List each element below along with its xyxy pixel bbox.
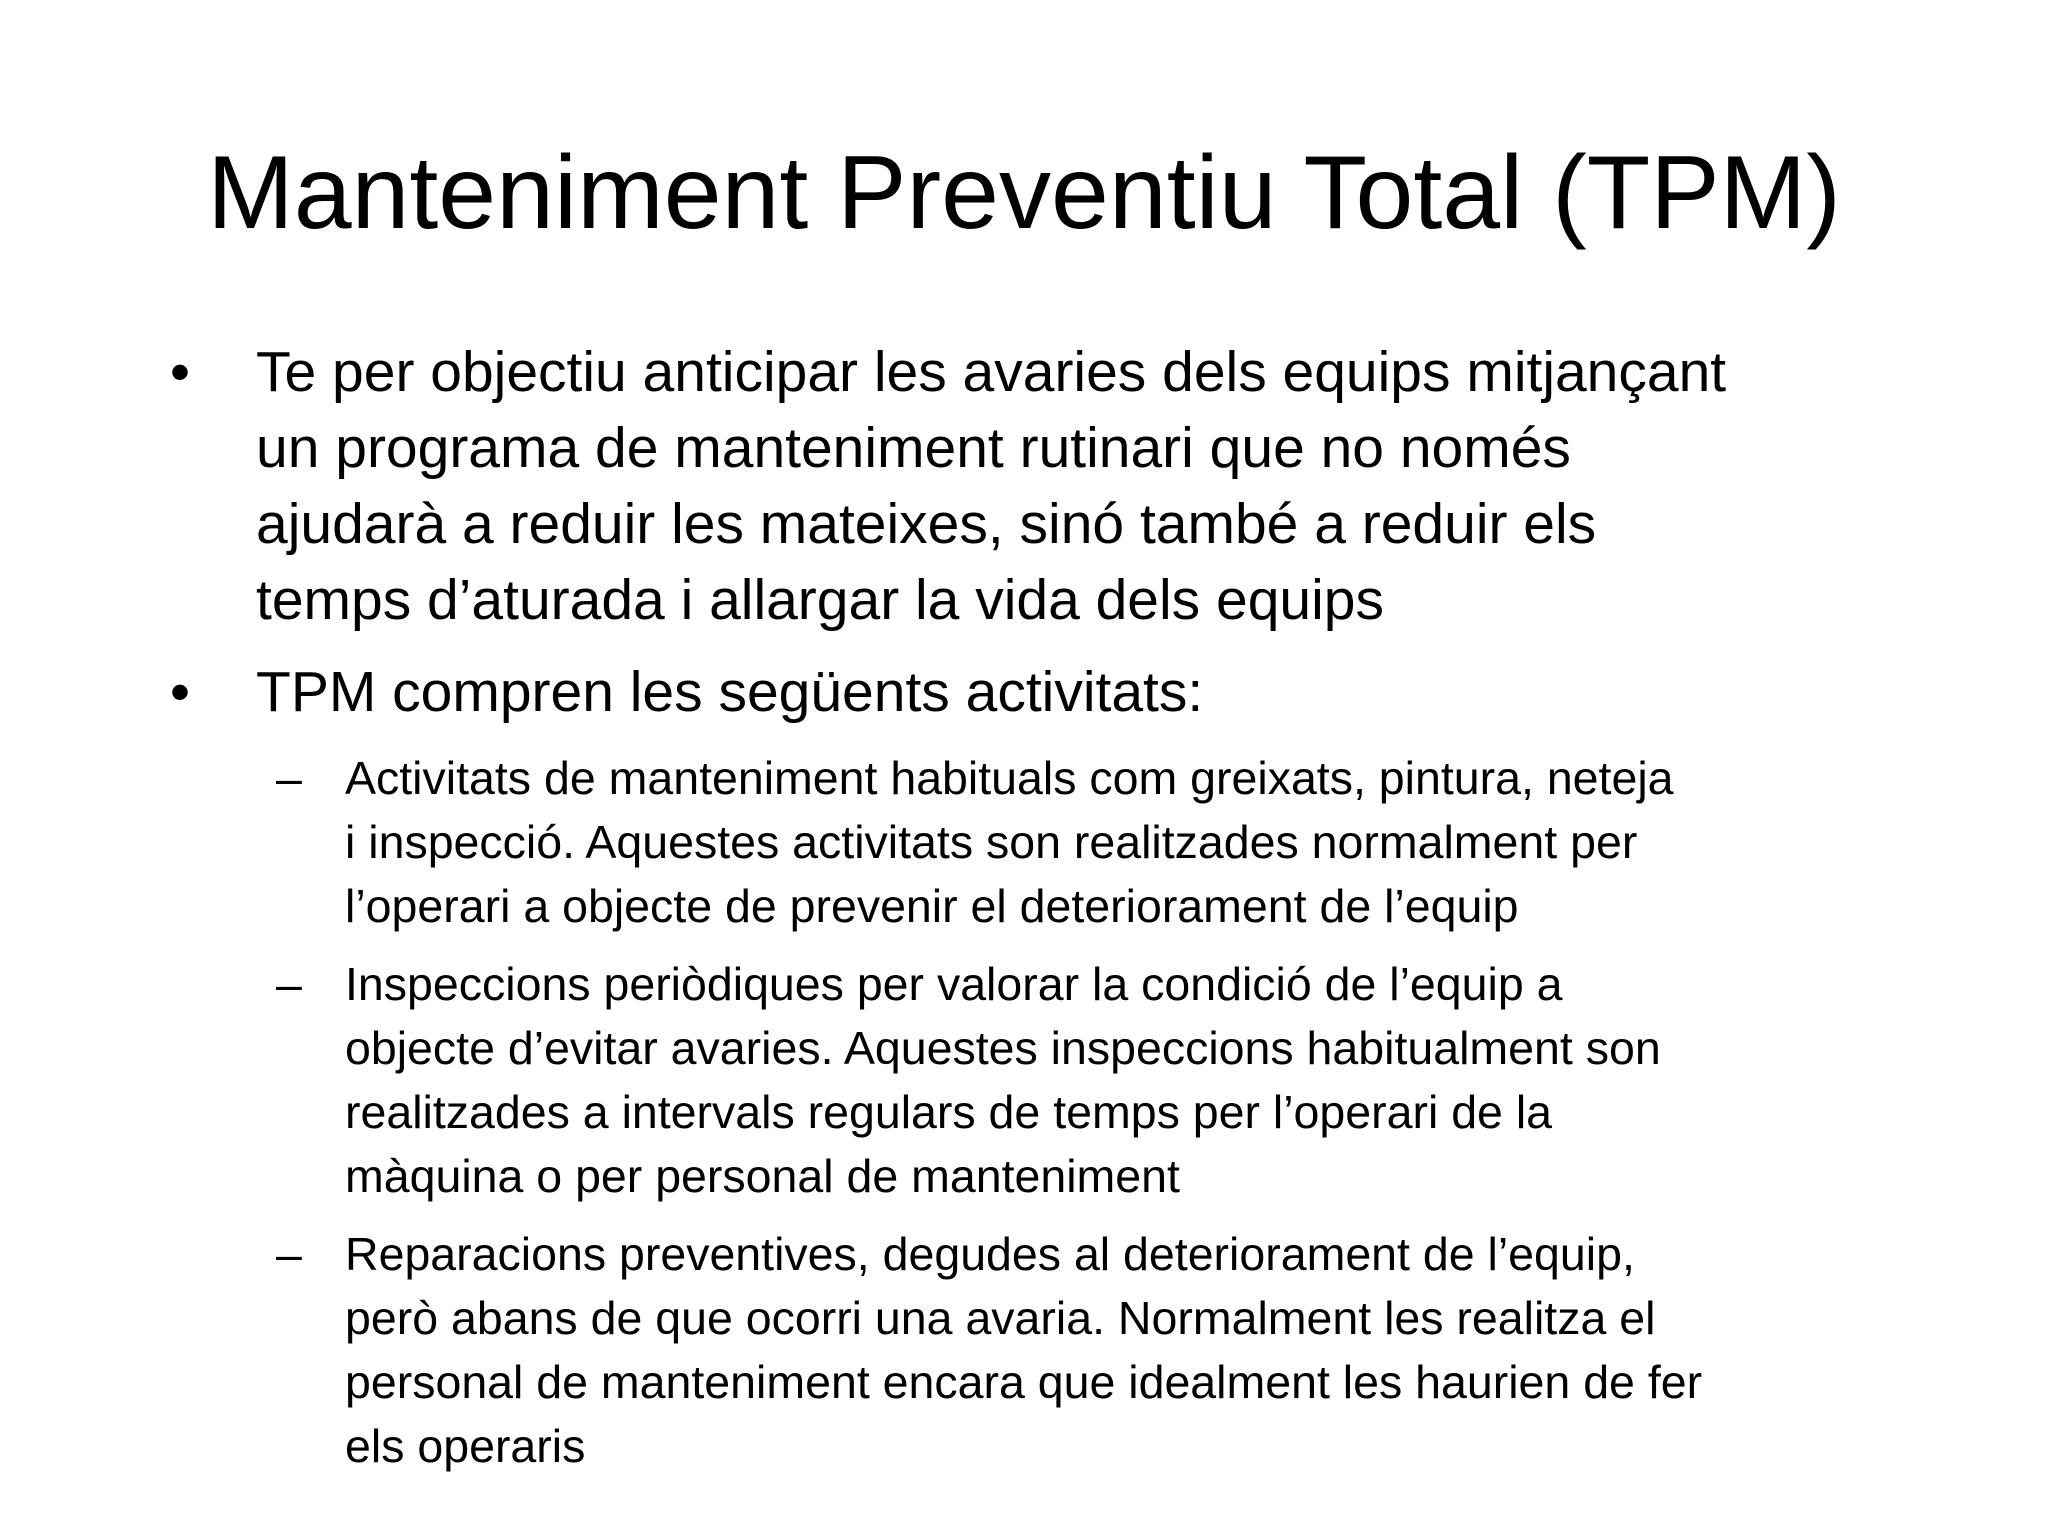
bullet-item [170,654,1890,730]
sub-bullet-list [170,746,1890,1478]
dash-marker: – [276,1228,302,1280]
bullet-text: Te per objectiu anticipar les avaries dels equips mitjançant un programa de manteniment rutinari que no només ajudarà a reduir les mateixes, sinó també a reduir els temps d’aturada i allargar la vida dels equips [256,340,1727,632]
sub-bullet-text: Activitats de manteniment habituals com greixats, pintura, neteja i inspecció. Aquestes activitats son realitzades normalment per l’operari a objecte de prevenir el deteriorament de l’equip [345,752,1674,932]
sub-bullet-text: Inspeccions periòdiques per valorar la condició de l’equip a objecte d’evitar avaries. Aquestes inspeccions habitualment son realitzades a intervals regulars de temps per l’operari de la màquina o per personal de manteniment [345,958,1661,1202]
bullet-item [170,334,1890,638]
sub-bullet-item [170,746,1890,938]
slide-body [170,334,1890,1492]
slide-title: Manteniment Preventiu Total (TPM) [207,135,1841,251]
dash-marker: – [276,958,302,1010]
bullet-marker: • [170,340,190,404]
dash-marker: – [276,752,302,804]
sub-bullet-text: Reparacions preventives, degudes al deteriorament de l’equip, però abans de que ocorri una avaria. Normalment les realitza el personal de manteniment encara que idealment les haurien de fer els operaris [345,1228,1703,1472]
sub-bullet-item [170,952,1890,1208]
bullet-marker: • [170,660,190,724]
bullet-text: TPM compren les següents activitats: [256,660,1204,724]
sub-bullet-item [170,1222,1890,1478]
